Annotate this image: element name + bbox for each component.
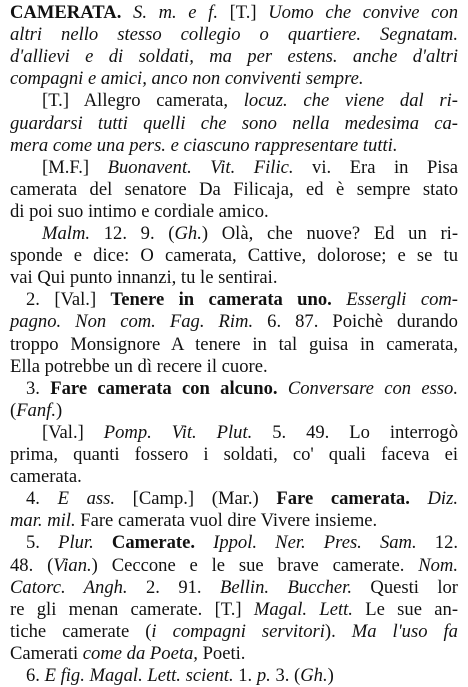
text-segment: Tenere in camerata uno. bbox=[110, 289, 332, 311]
text-line bbox=[26, 378, 458, 400]
text-segment: 48. ( bbox=[10, 554, 54, 576]
text-line bbox=[10, 267, 458, 289]
text-segment: altri nello stesso collegio o quartiere. Segnatam. bbox=[10, 24, 458, 46]
text-line bbox=[10, 444, 458, 466]
text-segment: d'allievi e di soldati, ma per estens. anche d'altri bbox=[10, 46, 458, 68]
text-segment: Fare camerata. bbox=[276, 488, 410, 510]
text-segment: 3. ( bbox=[270, 665, 301, 686]
text-segment: Buonavent. Vit. Filic. bbox=[107, 156, 294, 178]
text-segment: [Val.] bbox=[42, 421, 104, 443]
text-segment: camerata. bbox=[10, 466, 82, 488]
text-segment: Ma l'uso fa bbox=[351, 620, 458, 642]
text-segment: troppo Monsignore A tenere in tal guisa in camerata, bbox=[10, 333, 458, 355]
text-segment: Catorc. Angh. bbox=[10, 576, 128, 598]
text-line bbox=[10, 24, 458, 46]
text-line bbox=[10, 68, 458, 90]
text-line bbox=[10, 621, 458, 643]
text-segment: mar. mil. bbox=[10, 510, 76, 532]
text-segment: Pomp. Vit. Plut. bbox=[103, 421, 253, 443]
text-segment: Bellin. Buccher. bbox=[219, 576, 352, 598]
text-line bbox=[10, 643, 458, 665]
text-line bbox=[10, 577, 458, 599]
text-line bbox=[10, 599, 458, 621]
text-segment: Fare camerata vuol dire Vivere insieme. bbox=[75, 510, 378, 532]
text-line bbox=[10, 135, 458, 157]
text-segment: mera come una pers. e ciascuno rappresentare tutti. bbox=[10, 134, 398, 156]
text-segment: Uomo che convive con bbox=[268, 2, 458, 23]
text-segment: 1. bbox=[233, 665, 257, 686]
text-segment: 2. [Val.] bbox=[26, 289, 111, 311]
text-segment: Fanf. bbox=[16, 399, 56, 421]
text-segment: ) Olà, che nuove? Ed un ri- bbox=[201, 223, 459, 244]
text-segment: Conversare con esso. bbox=[287, 377, 459, 399]
text-segment: [T.] Allegro camerata, bbox=[42, 90, 244, 112]
text-segment: tiche camerate ( bbox=[10, 620, 152, 642]
text-line bbox=[10, 245, 458, 267]
text-segment: Gh. bbox=[174, 223, 202, 244]
text-segment: Questi lor bbox=[351, 576, 458, 598]
text-segment: Le sue an- bbox=[352, 598, 459, 620]
text-segment: Fare camerata con alcuno. bbox=[50, 377, 278, 399]
text-segment: Ella potrebbe un dì recere il cuore. bbox=[10, 355, 268, 377]
text-segment: Nom. bbox=[418, 554, 458, 576]
text-segment bbox=[121, 2, 133, 23]
text-segment: Camerati bbox=[10, 642, 83, 664]
text-segment: ) Ceccone e le sue brave camerate. bbox=[91, 554, 419, 576]
text-segment: guardarsi tutti quelli che sono nella medesima ca- bbox=[10, 112, 458, 134]
text-line bbox=[10, 46, 458, 68]
text-segment: Camerate. bbox=[111, 532, 195, 554]
text-segment: 12. 9. ( bbox=[90, 223, 175, 244]
text-segment: vai Qui punto innanzi, tu le sentirai. bbox=[10, 267, 278, 289]
text-segment: prima, quanti fossero i soldati, co' quali faceva ei bbox=[10, 444, 458, 465]
text-segment: Gh. bbox=[300, 665, 328, 686]
text-segment: [M.F.] bbox=[42, 156, 108, 178]
text-segment: Malm. bbox=[42, 223, 91, 244]
text-line bbox=[10, 179, 458, 201]
text-segment: 2. 91. bbox=[127, 576, 220, 598]
text-segment: E fig. Magal. Lett. scient. bbox=[44, 665, 234, 686]
text-segment: Essergli com- bbox=[346, 289, 458, 311]
text-segment bbox=[94, 532, 112, 553]
text-line bbox=[26, 488, 458, 510]
text-line bbox=[10, 201, 458, 223]
text-segment: [Camp.] (Mar.) bbox=[115, 488, 277, 510]
text-segment: [T.] bbox=[217, 2, 269, 23]
text-line bbox=[10, 510, 458, 532]
text-segment: Diz. bbox=[427, 488, 458, 510]
text-line bbox=[10, 113, 458, 135]
text-segment: Ippol. Ner. Pres. Sam. bbox=[213, 532, 417, 554]
text-line bbox=[42, 90, 458, 112]
text-line bbox=[10, 2, 458, 24]
text-segment: come da Poeta, bbox=[82, 642, 198, 664]
text-segment bbox=[278, 378, 288, 399]
text-segment: compagni e amici, anco non conviventi sempre. bbox=[10, 68, 364, 90]
text-line bbox=[10, 311, 458, 333]
text-line bbox=[26, 665, 458, 687]
text-segment: E ass. bbox=[57, 488, 116, 510]
text-segment: pagno. Non com. Fag. Rim. bbox=[10, 311, 254, 333]
text-segment: ) bbox=[55, 399, 63, 421]
text-line bbox=[42, 157, 458, 179]
text-segment: CAMERATA. bbox=[10, 2, 122, 23]
text-segment: i compagni servitori bbox=[151, 620, 325, 642]
text-segment: 12. bbox=[416, 532, 459, 554]
text-segment: S. m. e f. bbox=[133, 2, 218, 23]
text-segment bbox=[195, 532, 213, 553]
text-segment bbox=[332, 289, 346, 310]
text-line bbox=[10, 466, 458, 488]
text-line bbox=[26, 289, 458, 311]
text-segment: Vian. bbox=[53, 554, 92, 576]
text-segment: p. bbox=[256, 665, 271, 686]
text-segment: ) bbox=[327, 665, 334, 686]
text-segment: re gli menan camerate. [T.] bbox=[10, 598, 254, 620]
text-segment: ( bbox=[10, 399, 17, 421]
text-segment: locuz. che viene dal ri- bbox=[243, 90, 458, 112]
text-line bbox=[10, 356, 458, 378]
text-segment: ). bbox=[324, 620, 352, 642]
text-segment: 6. bbox=[26, 665, 45, 686]
text-segment: 3. bbox=[26, 377, 51, 399]
text-segment: vi. Era in Pisa bbox=[293, 156, 458, 178]
text-line bbox=[10, 555, 458, 577]
text-segment: 6. 87. Poichè durando bbox=[253, 311, 458, 333]
text-segment: di poi suo intimo e cordiale amico. bbox=[10, 200, 269, 222]
text-line bbox=[42, 422, 458, 444]
text-line bbox=[10, 334, 458, 356]
text-line bbox=[26, 532, 458, 554]
text-line bbox=[42, 223, 458, 245]
text-segment: 4. bbox=[26, 488, 58, 510]
text-segment: 5. 49. Lo interrogò bbox=[252, 421, 459, 443]
text-segment: Plur. bbox=[58, 532, 94, 554]
text-segment bbox=[410, 488, 428, 509]
text-segment: camerata del senatore Da Filicaja, ed è sempre stato bbox=[10, 178, 458, 200]
text-segment: 5. bbox=[26, 532, 59, 554]
text-line bbox=[10, 400, 458, 422]
text-segment: Poeti. bbox=[197, 642, 246, 664]
text-segment: sponde e dice: O camerata, Cattive, dolorose; e se tu bbox=[10, 245, 458, 267]
text-segment: Magal. Lett. bbox=[253, 598, 353, 620]
